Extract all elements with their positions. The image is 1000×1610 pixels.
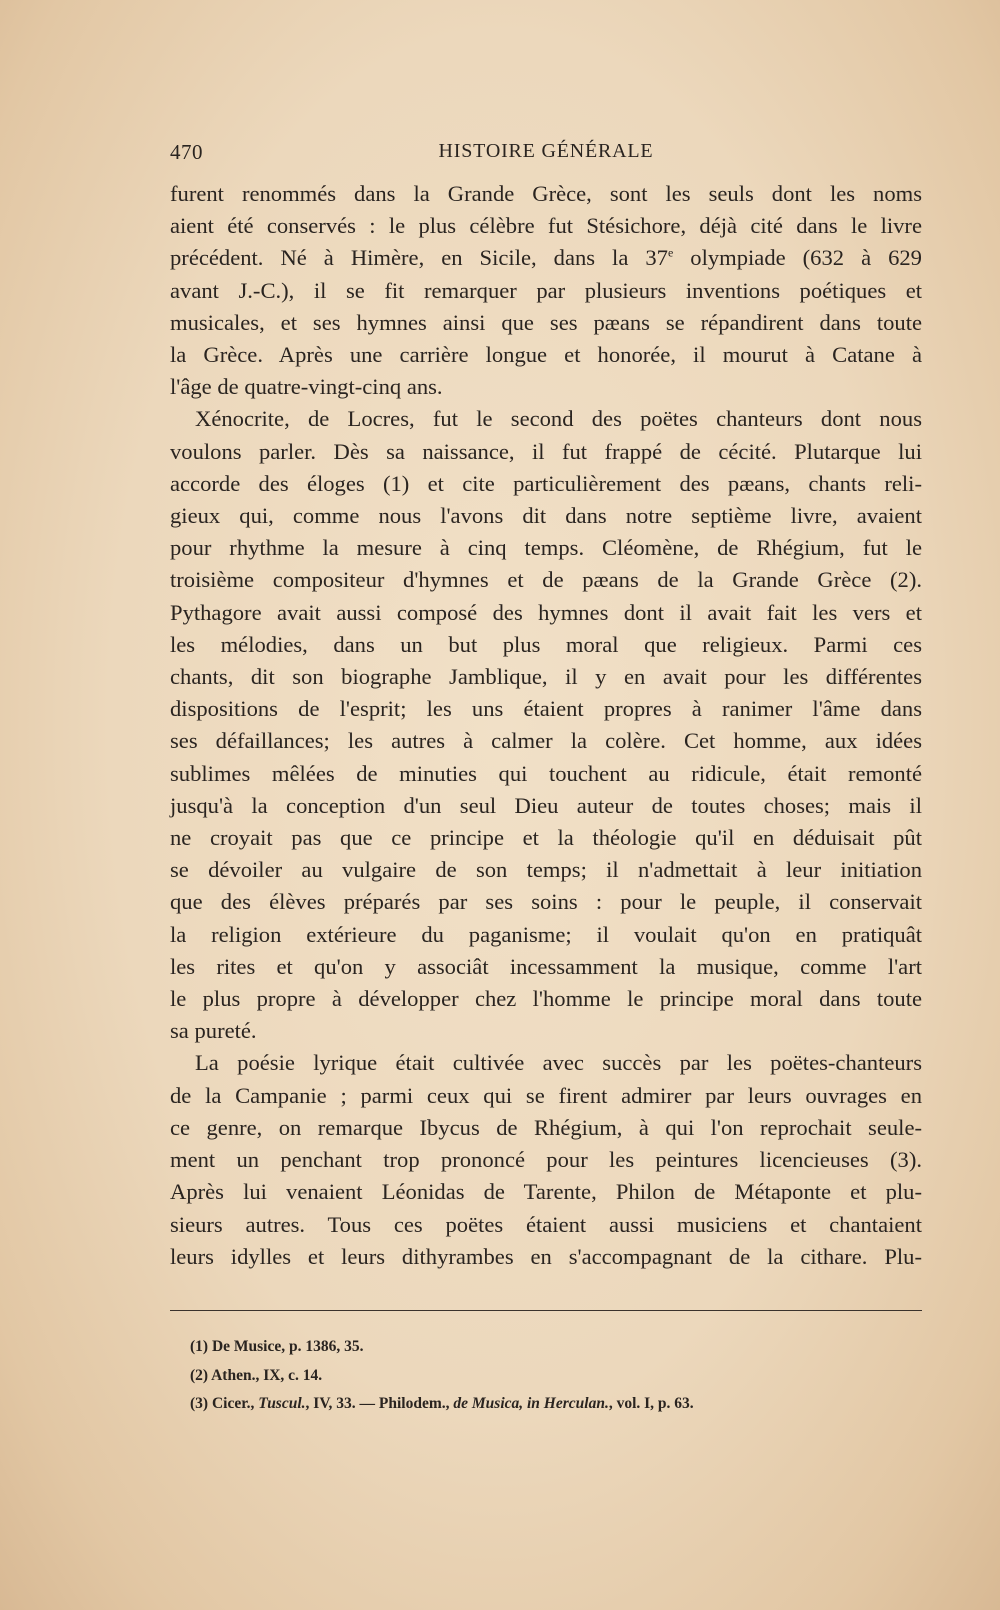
footnote-text: , IV, 33. — Philodem.,	[305, 1395, 454, 1412]
text-line: ment un penchant trop prononcé pour les peintures licencieuses (3).	[170, 1147, 922, 1173]
text-line: que des élèves préparés par ses soins : pour le peuple, il conservait	[170, 889, 922, 915]
text-line: aient été conservés : le plus célèbre fut Stésichore, déjà cité dans le livre	[170, 213, 922, 239]
text-line: la Grèce. Après une carrière longue et honorée, il mourut à Catane à	[170, 342, 922, 368]
text-line: sieurs autres. Tous ces poëtes étaient aussi musiciens et chantaient	[170, 1211, 922, 1237]
text-line: se dévoiler au vulgaire de son temps; il n'admettait à leur initiation	[170, 857, 922, 883]
footnotes	[190, 1333, 910, 1419]
text-line	[170, 242, 922, 274]
text-line: pour rhythme la mesure à cinq temps. Cléomène, de Rhégium, fut le	[170, 535, 922, 561]
text-line: troisième compositeur d'hymnes et de pæans de la Grande Grèce (2).	[170, 567, 922, 593]
footnote-text: (3) Cicer.,	[190, 1395, 259, 1412]
text-line: les rites et qu'on y associât incessamment la musique, comme l'art	[170, 953, 922, 979]
text-line: de la Campanie ; parmi ceux qui se firent admirer par leurs ouvrages en	[170, 1082, 922, 1108]
text-line: avant J.-C.), il se fit remarquer par plusieurs inventions poétiques et	[170, 277, 922, 303]
text-line: chants, dit son biographe Jamblique, il y en avait pour les différentes	[170, 664, 922, 690]
text-line: La poésie lyrique était cultivée avec succès par les poëtes-chanteurs	[195, 1050, 922, 1076]
body-text	[170, 178, 922, 1273]
text-line: Xénocrite, de Locres, fut le second des poëtes chanteurs dont nous	[195, 406, 922, 432]
text-line: Après lui venaient Léonidas de Tarente, Philon de Métaponte et plu-	[170, 1179, 922, 1205]
text-fragment: olympiade (632 à 629	[673, 245, 922, 271]
text-line: la religion extérieure du paganisme; il voulait qu'on en pratiquât	[170, 921, 922, 947]
text-line: voulons parler. Dès sa naissance, il fut frappé de cécité. Plutarque lui	[170, 438, 922, 464]
page-number: 470	[170, 140, 203, 164]
footnote-work-title: Tuscul.	[258, 1395, 306, 1412]
text-line: l'âge de quatre-vingt-cinq ans.	[170, 374, 443, 400]
footnote-3	[190, 1390, 910, 1419]
text-line: ne croyait pas que ce principe et la théologie qu'il en déduisait pût	[170, 825, 922, 851]
text-line: gieux qui, comme nous l'avons dit dans notre septième livre, avaient	[170, 503, 922, 529]
text-line: sa pureté.	[170, 1018, 257, 1044]
running-title: HISTOIRE GÉNÉRALE	[438, 140, 654, 162]
text-line: le plus propre à développer chez l'homme le principe moral dans toute	[170, 986, 922, 1012]
footnote-rule	[170, 1310, 922, 1311]
text-line: leurs idylles et leurs dithyrambes en s'accompagnant de la cithare. Plu-	[170, 1243, 922, 1269]
text-line: jusqu'à la conception d'un seul Dieu auteur de toutes choses; mais il	[170, 792, 922, 818]
footnote-2: (2) Athen., IX, c. 14.	[190, 1366, 323, 1384]
footnote-1: (1) De Musice, p. 1386, 35.	[190, 1338, 364, 1355]
text-line: Pythagore avait aussi composé des hymnes dont il avait fait les vers et	[170, 599, 922, 625]
text-line: accorde des éloges (1) et cite particulièrement des pæans, chants reli-	[170, 470, 922, 496]
text-line: les mélodies, dans un but plus moral que religieux. Parmi ces	[170, 631, 922, 657]
footnote-text: , vol. I, p. 63.	[608, 1395, 694, 1412]
text-line: furent renommés dans la Grande Grèce, sont les seuls dont les noms	[170, 181, 922, 206]
footnote-work-title: de Musica, in Herculan.	[453, 1395, 609, 1412]
text-line: musicales, et ses hymnes ainsi que ses pæans se répandirent dans toute	[170, 309, 922, 335]
text-fragment: précédent. Né à Himère, en Sicile, dans la 37	[170, 245, 668, 271]
text-line: sublimes mêlées de minuties qui touchent au ridicule, était remonté	[170, 760, 922, 786]
text-line: ses défaillances; les autres à calmer la colère. Cet homme, aux idées	[170, 728, 922, 754]
text-line: dispositions de l'esprit; les uns étaient propres à ranimer l'âme dans	[170, 696, 922, 722]
superscript: e	[667, 245, 674, 260]
text-line: ce genre, on remarque Ibycus de Rhégium, à qui l'on reprochait seule-	[170, 1114, 922, 1140]
page-header	[170, 140, 922, 170]
